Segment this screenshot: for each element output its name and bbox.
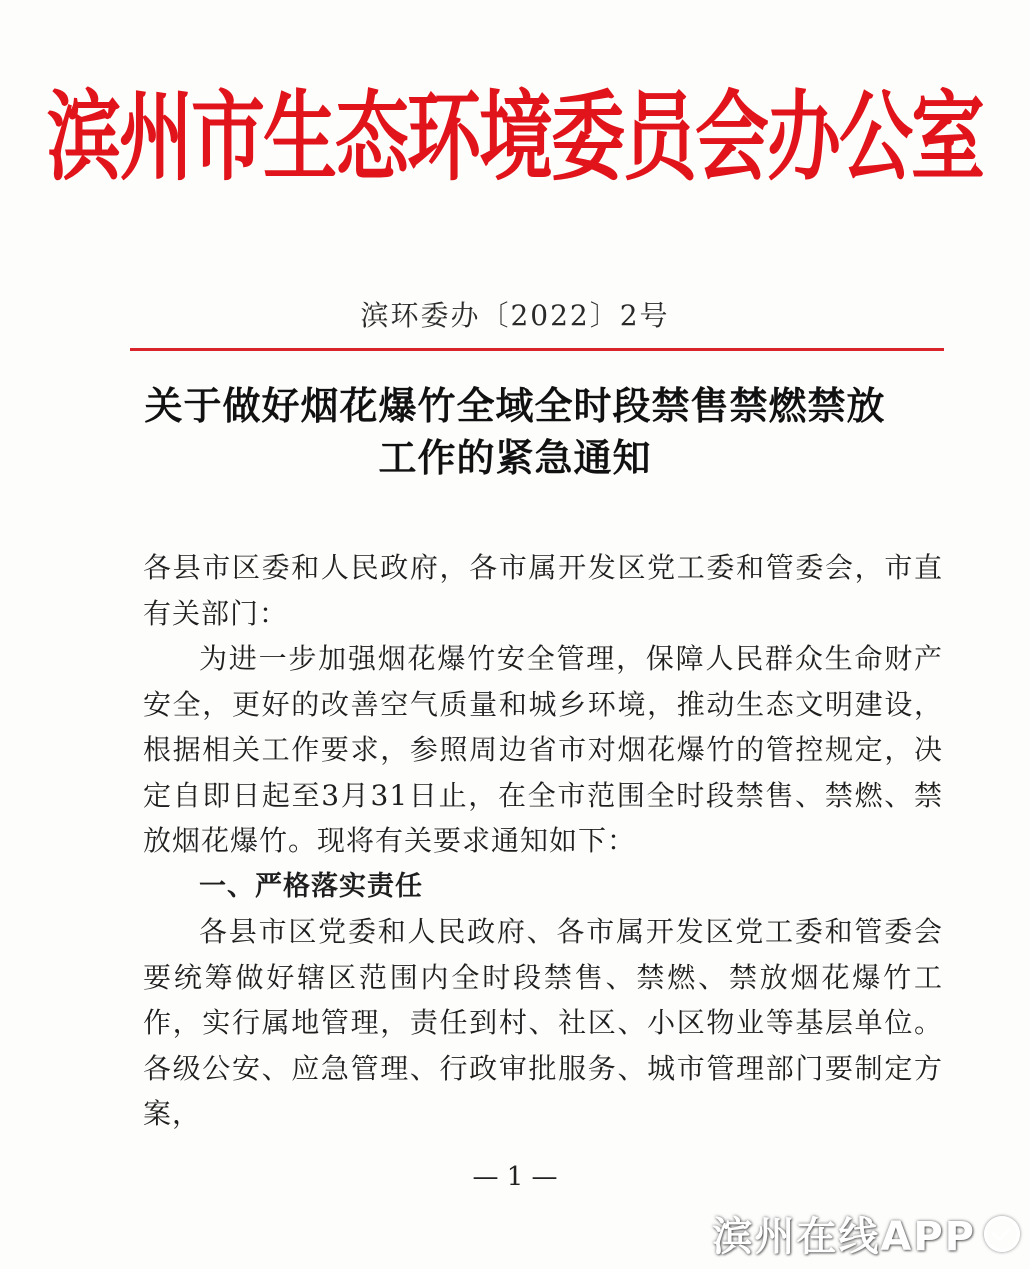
title-line-2: 工作的紧急通知 [378,435,652,480]
recipients: 各县市区委和人民政府，各市属开发区党工委和管委会，市直有关部门： [143,551,943,630]
watermark-text: 滨州在线APP [712,1214,976,1260]
document-number: 滨环委办〔2022〕2号 [360,299,670,332]
check-circle-icon [984,1216,1020,1252]
document-body [143,545,943,1137]
intro-paragraph: 为进一步加强烟花爆竹安全管理，保障人民群众生命财产安全，更好的改善空气质量和城乡环境，推动生态文明建设，根据相关工作要求，参照周边省市对烟花爆竹的管控规定，决定自即日起至3月31日止，在全市范围全时段禁售、禁燃、禁放烟花爆竹。现将有关要求通知如下： [143,642,943,857]
document-title [100,380,930,484]
red-divider [130,348,944,351]
watermark [712,1205,1020,1262]
section-heading: 一、严格落实责任 [199,870,423,902]
title-line-1: 关于做好烟花爆竹全域全时段禁售禁燃禁放 [144,383,886,428]
page-number: — 1 — [472,1162,558,1192]
section-paragraph: 各县市区党委和人民政府、各市属开发区党工委和管委会要统筹做好辖区范围内全时段禁售、禁燃、禁放烟花爆竹工作，实行属地管理，责任到村、社区、小区物业等基层单位。各级公安、应急管理、行政审批服务、城市管理部门要制定方案， [143,915,943,1130]
org-header: 滨州市生态环境委员会办公室 [47,81,983,195]
